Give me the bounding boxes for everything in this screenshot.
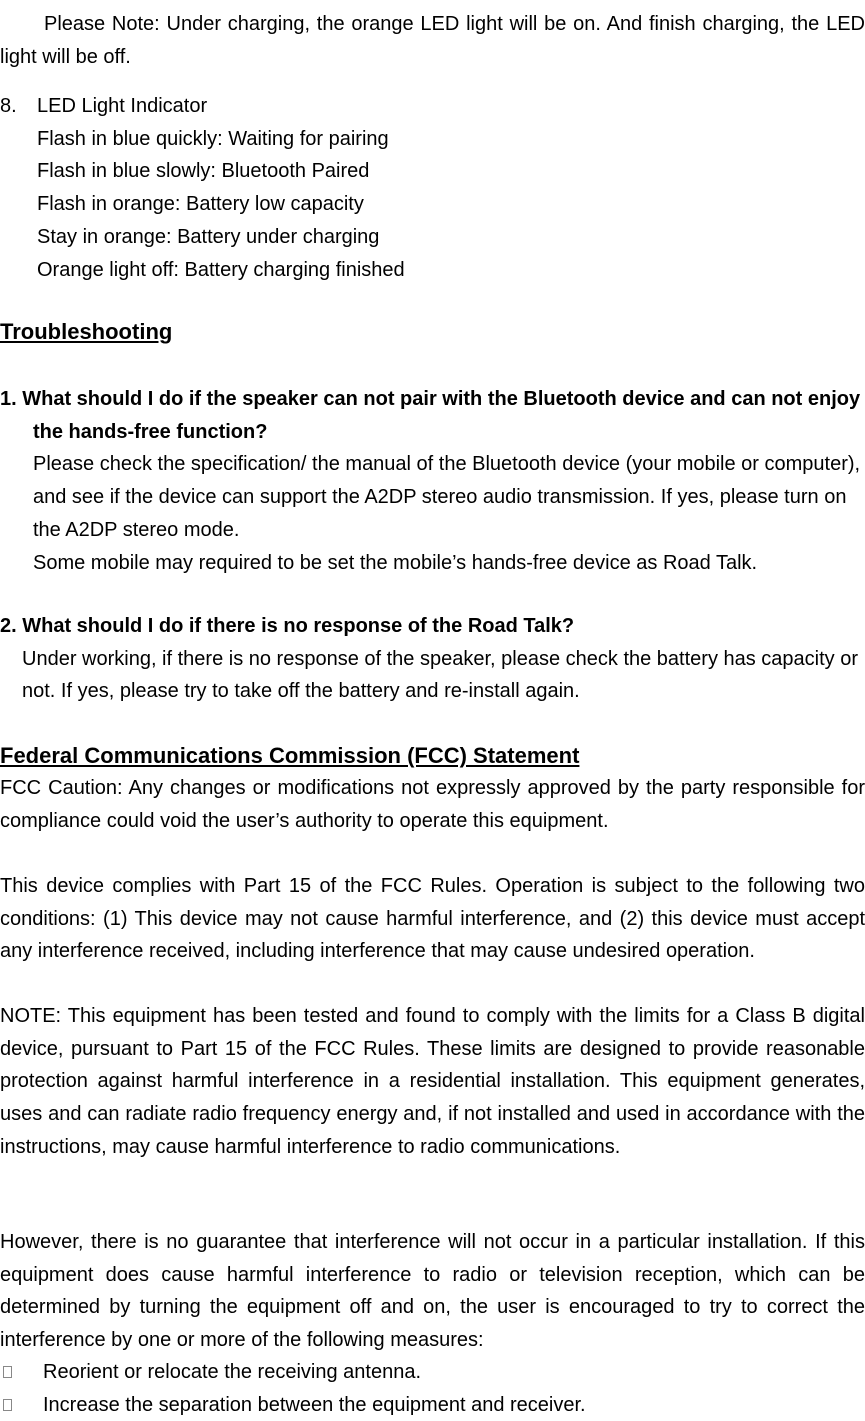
faq-item-1 [0, 383, 865, 579]
led-section-title: LED Light Indicator [37, 95, 208, 117]
led-line-charged: Orange light off: Battery charging finished [37, 258, 405, 281]
faq-2-answer: Under working, if there is no response of the speaker, please check the battery has capacity or not. If yes, please try to take off the battery and re-install again. [22, 647, 859, 703]
led-line-paired: Flash in blue slowly: Bluetooth Paired [37, 160, 370, 183]
led-indicator-section [0, 90, 865, 286]
list-item [0, 1389, 865, 1421]
faq-item-2 [0, 610, 865, 708]
led-line-charging: Stay in orange: Battery under charging [37, 225, 380, 248]
charging-note: Please Note: Under charging, the orange LED light will be on. And finish charging, the LED light will be off. [0, 13, 865, 68]
fcc-heading: Federal Communications Commission (FCC) Statement [0, 743, 580, 768]
fcc-part15-statement: This device complies with Part 15 of the FCC Rules. Operation is subject to the following two conditions: (1) This device may not cause harmful interference, and (2) this device must accept any interference received, including interference that may cause undesired operation. [0, 875, 865, 963]
led-line-pairing: Flash in blue quickly: Waiting for pairing [37, 127, 389, 150]
measure-text: Reorient or relocate the receiving antenna. [43, 1361, 422, 1383]
measures-list [0, 1356, 865, 1421]
fcc-however: However, there is no guarantee that interference will not occur in a particular installation. If this equipment does cause harmful interference to radio or television reception, which can be determined by turning the equipment off and on, the user is encouraged to try to correct the interference by one or more of the following measures: [0, 1231, 865, 1352]
fcc-note: NOTE: This equipment has been tested and found to comply with the limits for a Class B digital device, pursuant to Part 15 of the FCC Rules. These limits are designed to provide reasonable protection against harmful interference in a residential installation. This equipment generates, uses and can radiate radio frequency energy and, if not installed and used in accordance with the instructions, may cause harmful interference to radio communications. [0, 1005, 865, 1158]
led-line-low-battery: Flash in orange: Battery low capacity [37, 193, 364, 216]
troubleshooting-heading: Troubleshooting [0, 319, 173, 344]
faq-2-question: 2. What should I do if there is no response of the Road Talk? [0, 615, 575, 637]
led-section-number: 8. [0, 95, 17, 117]
faq-1-question: 1. What should I do if the speaker can not pair with the Bluetooth device and can not enjoy the hands-free function? [0, 388, 861, 443]
bullet-box-icon [3, 1399, 12, 1411]
list-item [0, 1356, 865, 1389]
bullet-box-icon [3, 1366, 12, 1378]
fcc-caution: FCC Caution: Any changes or modifications not expressly approved by the party responsible for compliance could void the user’s authority to operate this equipment. [0, 777, 865, 832]
led-section-heading [0, 90, 865, 123]
measure-text: Increase the separation between the equipment and receiver. [43, 1393, 586, 1416]
faq-1-answer-extra: Some mobile may required to be set the mobile’s hands-free device as Road Talk. [33, 551, 758, 574]
faq-1-answer: Please check the specification/ the manual of the Bluetooth device (your mobile or computer), and see if the device can support the A2DP stereo audio transmission. If yes, please turn on the A2DP stereo mode. [33, 453, 861, 541]
